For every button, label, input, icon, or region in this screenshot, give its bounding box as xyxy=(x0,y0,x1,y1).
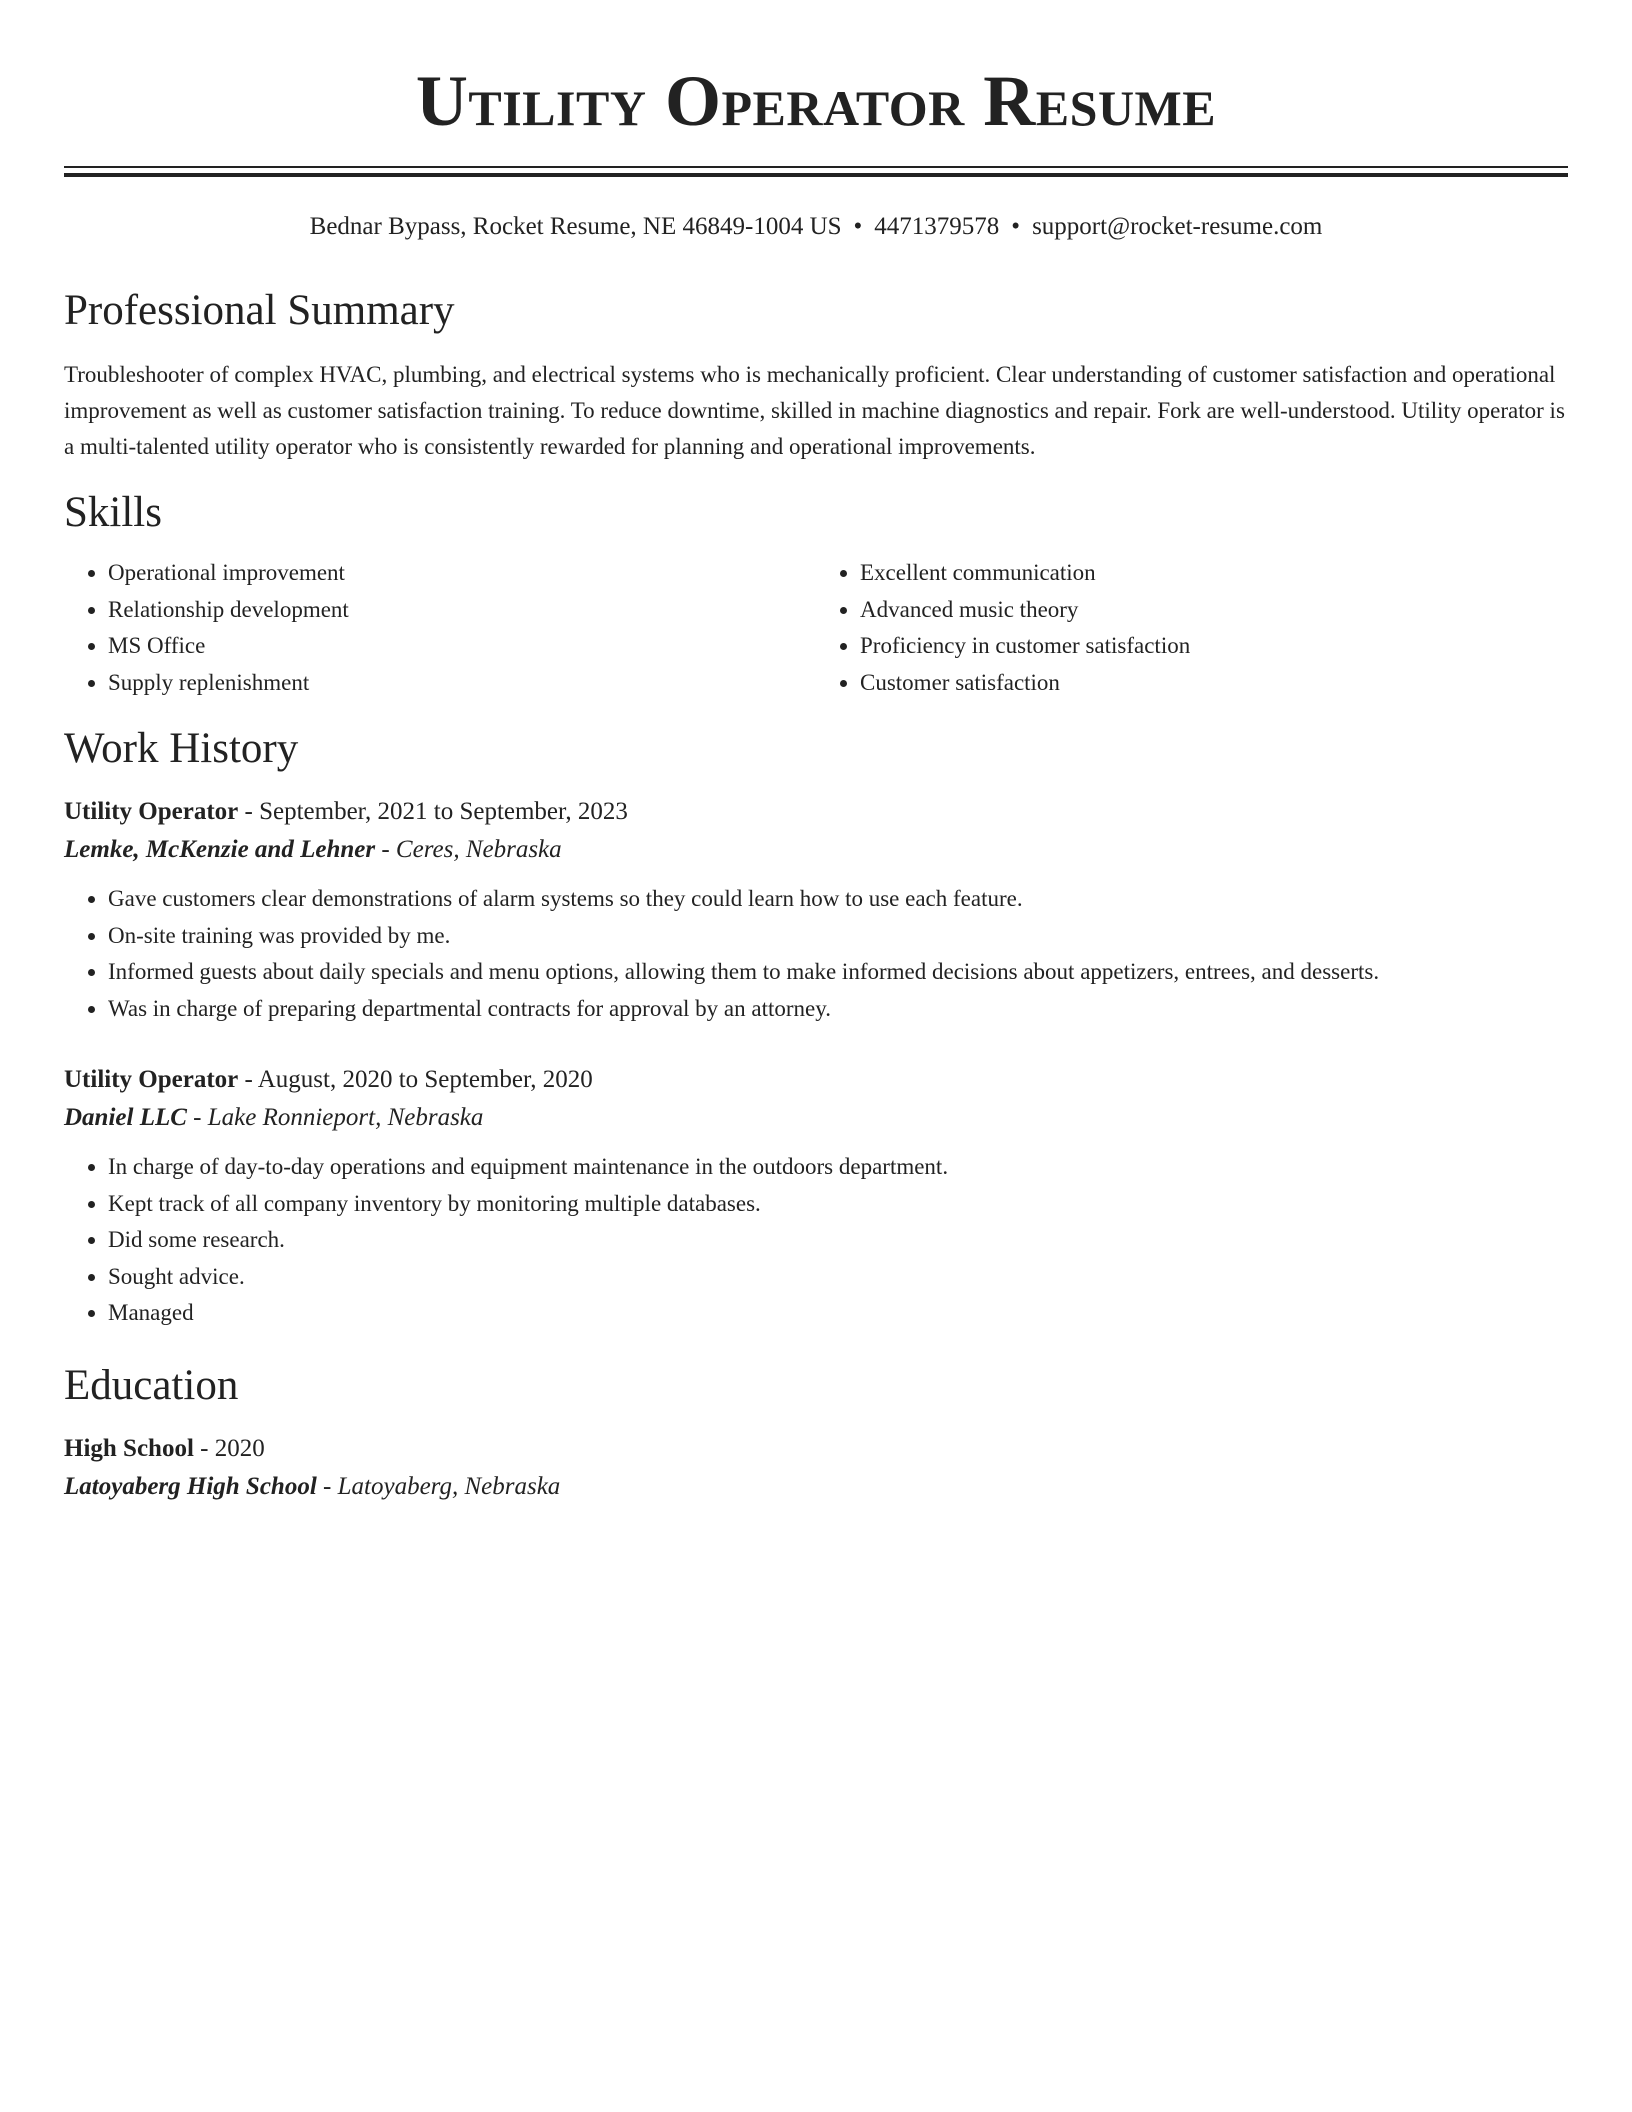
job-bullet: • On-site training was provided by me. xyxy=(108,918,1568,955)
skills-column-left xyxy=(64,555,816,701)
title-divider xyxy=(64,166,1568,177)
job-bullet: • Managed xyxy=(108,1295,1568,1332)
contact-phone: 4471379578 xyxy=(874,213,1000,240)
skill-item: • Advanced music theory xyxy=(860,592,1568,629)
job-dates: - September, 2021 to September, 2023 xyxy=(238,798,628,825)
summary-heading: Professional Summary xyxy=(64,287,455,334)
contact-separator: • xyxy=(853,213,863,240)
job-bullets xyxy=(64,1149,1568,1332)
page-title: Utility Operator Resume xyxy=(415,61,1217,141)
summary-text: Troubleshooter of complex HVAC, plumbing, and electrical systems who is mechanically proficient. Clear understanding of customer satisfaction and operational improvement as well as customer satisfaction training. To reduce downtime, skilled in machine diagnostics and repair. Fork are well-understood. Utility operator is a multi-talented utility operator who is consistently rewarded for planning and operational improvements. xyxy=(64,362,1565,459)
job-company-line xyxy=(64,831,1568,869)
job-entry xyxy=(64,1061,1568,1332)
job-title-line xyxy=(64,793,1568,831)
job-bullet: • In charge of day-to-day operations and equipment maintenance in the outdoors department. xyxy=(108,1149,1568,1186)
skill-item: • Excellent communication xyxy=(860,555,1568,592)
contact-separator: • xyxy=(1011,213,1021,240)
contact-email: support@rocket-resume.com xyxy=(1032,213,1323,240)
job-title: Utility Operator xyxy=(64,798,239,825)
job-location: - Lake Ronnieport, Nebraska xyxy=(186,1104,484,1131)
divider-thick-line xyxy=(64,173,1568,177)
skills-list xyxy=(64,555,1568,701)
skill-item: • Relationship development xyxy=(108,592,816,629)
education-school-line xyxy=(64,1468,1568,1506)
job-bullet: • Kept track of all company inventory by monitoring multiple databases. xyxy=(108,1186,1568,1223)
contact-line xyxy=(64,211,1568,243)
education-location: - Latoyaberg, Nebraska xyxy=(316,1472,561,1500)
education-degree: High School xyxy=(64,1434,194,1462)
job-bullet: • Gave customers clear demonstrations of alarm systems so they could learn how to use each feature. xyxy=(108,881,1568,918)
job-bullets xyxy=(64,881,1568,1027)
job-bullet: • Was in charge of preparing departmental contracts for approval by an attorney. xyxy=(108,991,1568,1028)
job-dates: - August, 2020 to September, 2020 xyxy=(238,1066,593,1093)
job-company: Daniel LLC xyxy=(64,1104,187,1131)
job-title-line xyxy=(64,1061,1568,1099)
education-degree-line xyxy=(64,1430,1568,1468)
job-company-line xyxy=(64,1099,1568,1137)
skill-item: • Operational improvement xyxy=(108,555,816,592)
contact-address: Bednar Bypass, Rocket Resume, NE 46849-1004 US xyxy=(309,213,842,240)
divider-thin-line xyxy=(64,166,1568,168)
education-school: Latoyaberg High School xyxy=(64,1472,317,1500)
education-heading: Education xyxy=(64,1361,239,1409)
education-year: - 2020 xyxy=(193,1434,265,1462)
job-entry xyxy=(64,793,1568,1027)
skills-heading: Skills xyxy=(64,489,162,536)
job-title: Utility Operator xyxy=(64,1066,239,1093)
skill-item: • Proficiency in customer satisfaction xyxy=(860,628,1568,665)
work-history-heading: Work History xyxy=(64,725,299,772)
skills-column-right xyxy=(816,555,1568,701)
job-bullet: • Did some research. xyxy=(108,1222,1568,1259)
job-bullet: • Sought advice. xyxy=(108,1259,1568,1296)
skill-item: • MS Office xyxy=(108,628,816,665)
job-bullet: • Informed guests about daily specials and menu options, allowing them to make informed decisions about appetizers, entrees, and desserts. xyxy=(108,954,1568,991)
job-company: Lemke, McKenzie and Lehner xyxy=(64,836,376,863)
job-location: - Ceres, Nebraska xyxy=(375,836,562,863)
skill-item: • Supply replenishment xyxy=(108,665,816,702)
education-entry xyxy=(64,1430,1568,1506)
skill-item: • Customer satisfaction xyxy=(860,665,1568,702)
